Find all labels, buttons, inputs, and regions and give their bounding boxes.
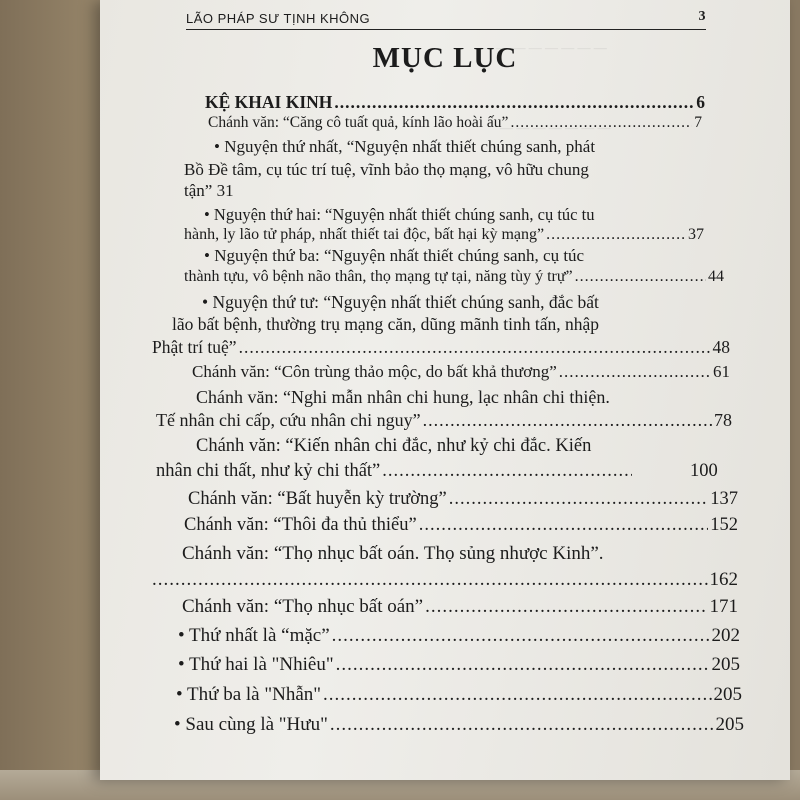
leader-dots <box>510 113 692 133</box>
leader-dots <box>575 267 706 287</box>
toc-entry-page: 202 <box>711 625 740 646</box>
leader-dots <box>382 461 632 481</box>
leader-dots <box>239 337 711 357</box>
toc-entry-page: 152 <box>710 515 738 535</box>
toc-entry-title-cont: Phật trí tuệ” <box>152 337 237 357</box>
toc-entry <box>174 715 744 735</box>
leader-dots <box>334 92 694 112</box>
toc-entry <box>184 267 724 287</box>
leader-dots <box>425 597 707 617</box>
toc-entry-title-cont: hành, ly lão tử pháp, nhất thiết tai độc, bất hại kỳ mạng” <box>184 226 545 243</box>
toc-entry-line <box>156 461 634 481</box>
toc-entry-title: • Nguyện thứ hai: “Nguyện nhất thiết chúng sanh, cụ túc tu <box>204 205 595 224</box>
toc-entry-page: 205 <box>711 654 740 675</box>
toc-entry <box>205 92 705 112</box>
toc-entry <box>184 225 704 245</box>
toc-entry-title-cont: nhân chi thất, như kỷ chi thất” <box>156 461 381 481</box>
toc-entry-page: 171 <box>709 596 738 617</box>
toc-entry-page: 44 <box>708 268 724 285</box>
toc-entry-line <box>182 544 742 564</box>
toc-entry <box>188 489 738 509</box>
leader-dots <box>330 715 714 735</box>
toc-entry-title: Chánh văn: “Kiến nhân chi đắc, như kỷ chi đắc. Kiến <box>196 436 592 456</box>
toc-entry-line <box>196 387 736 407</box>
toc-entry <box>184 515 738 535</box>
leader-dots <box>152 570 708 590</box>
toc-entry-line <box>184 160 724 180</box>
toc-entry-page: 61 <box>713 362 730 381</box>
toc-entry-line <box>184 181 724 201</box>
toc-entry-title: • Thứ hai là "Nhiêu" <box>178 654 334 675</box>
toc-entry-title: KỆ KHAI KINH <box>205 92 333 112</box>
toc-entry-title: • Sau cùng là "Hưu" <box>174 714 328 735</box>
toc-entry-title: Chánh văn: “Căng cô tuất quả, kính lão hoài ấu” <box>208 114 509 131</box>
toc-entry-title-cont: tận” 31 <box>184 181 234 200</box>
toc-entry-page: 48 <box>712 337 730 357</box>
leader-dots <box>546 225 686 245</box>
toc-entry <box>178 626 740 646</box>
bleed-through-text: — — — — — — — — <box>480 40 607 55</box>
leader-dots <box>332 626 710 646</box>
leader-dots <box>323 685 711 705</box>
toc-entry-title: Chánh văn: “Thôi đa thủ thiểu” <box>184 515 417 535</box>
toc-entry-title: Chánh văn: “Thọ nhục bất oán. Thọ sủng nhược Kinh”. <box>182 543 604 564</box>
bleed-through-text: — — — — — — — <box>500 120 611 135</box>
toc-heading: MỤC LỤC <box>372 42 518 74</box>
toc-entry-page: 137 <box>710 489 738 509</box>
toc-entry-title: Chánh văn: “Thọ nhục bất oán” <box>182 596 424 617</box>
toc-entry <box>208 113 702 133</box>
toc-entry-page: 100 <box>690 461 718 481</box>
toc-entry <box>182 597 738 617</box>
leader-dots <box>449 489 709 509</box>
toc-entry-title: • Thứ ba là "Nhẫn" <box>176 684 322 705</box>
toc-entry-title-cont: Tế nhân chi cấp, cứu nhân chi nguy” <box>156 410 421 430</box>
toc-entry <box>152 337 730 357</box>
toc-entry-page: 205 <box>715 714 744 735</box>
leader-dots <box>559 362 711 382</box>
header-title: LÃO PHÁP SƯ TỊNH KHÔNG <box>186 11 371 26</box>
toc-entry-page: 37 <box>688 226 704 243</box>
book-page <box>100 0 790 780</box>
toc-entry-page: 7 <box>694 114 702 131</box>
toc-entry-title: Chánh văn: “Nghi mẫn nhân chi hung, lạc nhân chi thiện. <box>196 387 610 407</box>
toc-entry-line <box>214 137 720 157</box>
toc-entry-line <box>204 205 716 225</box>
toc-entry-page: 162 <box>709 569 738 590</box>
toc-entry-title: Chánh văn: “Bất huyễn kỳ trường” <box>188 489 447 509</box>
toc-entry-title: • Nguyện thứ ba: “Nguyện nhất thiết chúng sanh, cụ túc <box>204 246 585 265</box>
leader-dots <box>419 515 709 535</box>
header-page-number: 3 <box>698 9 706 24</box>
toc-entry-title: Chánh văn: “Côn trùng thảo mộc, do bất khả thương” <box>192 362 557 381</box>
toc-entry-page: 6 <box>696 92 705 112</box>
toc-entry-page: 78 <box>714 410 732 430</box>
toc-entry-line <box>172 314 732 334</box>
toc-entry-page-line <box>690 461 718 481</box>
toc-entry-line <box>204 246 720 266</box>
toc-entry-title: • Thứ nhất là “mặc” <box>178 625 330 646</box>
toc-entry <box>156 410 732 430</box>
leader-dots <box>423 410 712 430</box>
toc-entry-title: • Nguyện thứ tư: “Nguyện nhất thiết chúng sanh, đắc bất <box>202 292 599 312</box>
toc-entry <box>192 362 730 382</box>
toc-entry-title: • Nguyện thứ nhất, “Nguyện nhất thiết chúng sanh, phát <box>214 137 596 156</box>
toc-entry-page: 205 <box>713 684 742 705</box>
toc-entry <box>176 685 742 705</box>
toc-entry <box>178 655 740 675</box>
toc-entry-title-cont: thành tựu, vô bệnh não thân, thọ mạng tự tại, năng tùy ý trự” <box>184 268 573 285</box>
toc-entry-line <box>196 436 736 456</box>
toc-entry <box>150 570 738 590</box>
toc-entry-line <box>202 292 722 312</box>
leader-dots <box>336 655 710 675</box>
toc-entry-title-cont: Bồ Đề tâm, cụ túc trí tuệ, vĩnh bảo thọ mạng, vô hữu chung <box>184 160 589 179</box>
running-header <box>186 9 706 30</box>
toc-entry-title-cont: lão bất bệnh, thường trụ mạng căn, dũng mãnh tinh tấn, nhập <box>172 314 599 334</box>
